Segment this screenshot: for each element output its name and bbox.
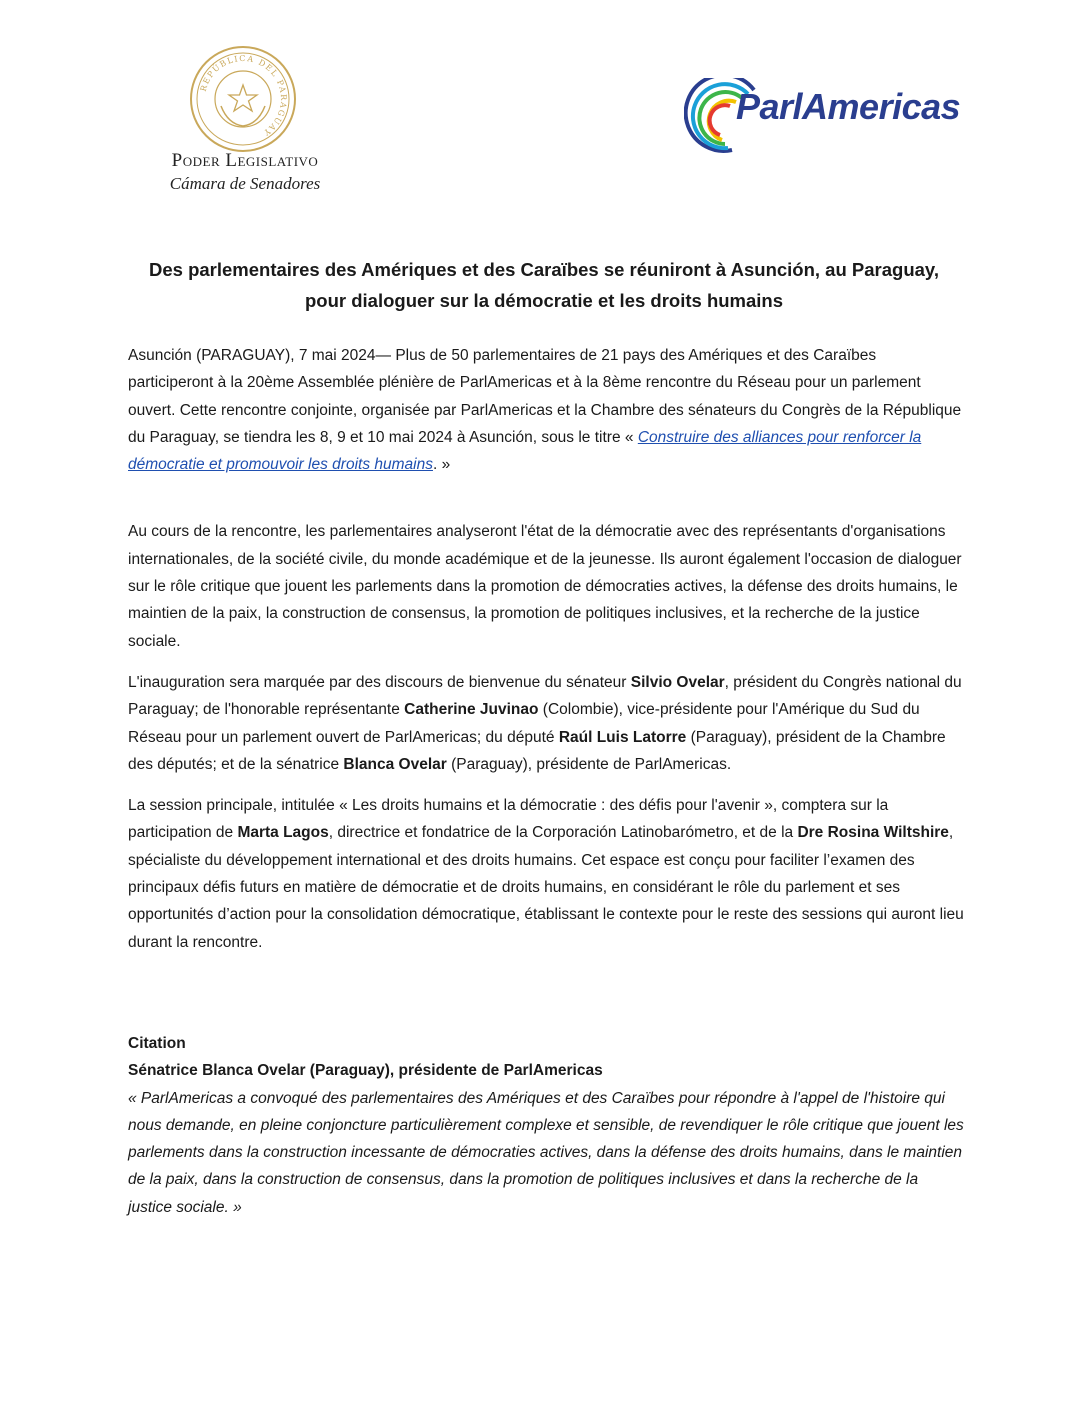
svg-text:REPÚBLICA DEL PARAGUAY: [199, 54, 288, 138]
p4-text: La session principale, intitulée « Les droits humains et la démocratie : des défis pour l'avenir », comptera sur la participation de: [128, 797, 889, 842]
p3-text: (Colombie), vice-présidente pour l'Amérique du Sud du Réseau pour un parlement ouvert de ParlAmericas; du député: [128, 701, 920, 746]
p3-text: (Paraguay), présidente de ParlAmericas.: [446, 755, 732, 773]
parlamericas-logo-text: ParlAmericas: [736, 86, 961, 127]
senate-seal-logo: [188, 44, 298, 154]
p3-text: , président du Congrès national du Paraguay; de l'honorable représentante: [128, 673, 962, 719]
name-catherine-juvinao: Catherine Juvinao: [404, 701, 539, 719]
event-title-link[interactable]: Construire des alliances pour renforcer la démocratie et promouvoir les droits humains: [128, 428, 922, 474]
p4-text: , spécialiste du développement international et des droits humains. Cet espace est conçu pour faciliter l’examen des principaux défis futurs en matière de démocratie et de droits humains, en considérant le rôle du parlement et ses opportunités d’action pour la consolidation démocratique, établissant le contexte pour le reste des sessions qui auront lieu durant la rencontre.: [128, 824, 964, 951]
name-rosina-wiltshire: Dre Rosina Wiltshire: [797, 824, 949, 842]
name-silvio-ovelar: Silvio Ovelar: [630, 673, 725, 691]
senate-line-1: Poder Legislativo: [171, 150, 319, 171]
name-blanca-ovelar: Blanca Ovelar: [343, 755, 447, 773]
p1-text-before: Asunción (PARAGUAY), 7 mai 2024— Plus de 50 parlementaires de 21 pays des Amériques et des Caraïbes participeront à la 20ème Assemblée plénière de ParlAmericas et à la 8ème rencontre du Réseau pour un parlement ouvert. Cette rencontre conjointe, organisée par ParlAmericas et la Chambre des sénateurs du Congrès de la République du Paraguay, se tiendra les 8, 9 et 10 mai 2024 à Asunción, sous le titre «: [128, 347, 962, 446]
quote-section: [128, 1030, 964, 1221]
quote-speaker: Sénatrice Blanca Ovelar (Paraguay), présidente de ParlAmericas: [128, 1062, 603, 1080]
paragraph-4: [128, 792, 964, 956]
paragraph-2: Au cours de la rencontre, les parlementaires analyseront l'état de la démocratie avec des représentants d'organisations internationales, de la société civile, du monde académique et de la jeunesse. Ils auront également l'occasion de dialoguer sur le rôle critique que jouent les parlements dans la promotion de démocraties actives, la défense des droits humains, le maintien de la paix, la construction de consensus, la promotion de politiques inclusives, et la recherche de la justice sociale.: [128, 523, 962, 650]
p3-text: L'inauguration sera marquée par des discours de bienvenue du sénateur: [128, 673, 631, 691]
article-body: [128, 342, 964, 970]
name-raul-luis-latorre: Raúl Luis Latorre: [558, 728, 687, 746]
page-title: Des parlementaires des Amériques et des Caraïbes se réuniront à Asunción, au Paraguay, pour dialoguer sur la démocratie et les droits humains: [149, 259, 939, 311]
paragraph-1: [128, 342, 964, 478]
p1-text-after: . »: [432, 456, 451, 474]
quote-text: « ParlAmericas a convoqué des parlementaires des Amériques et des Caraïbes pour répondre à l'appel de l'histoire qui nous demande, en pleine conjoncture particulièrement complexe et sensible, de revendiquer le rôle critique que jouent les parlements dans la construction incessante de démocraties actives, dans la défense des droits humains, dans le maintien de la paix, dans la construction de consensus, dans la promotion de politiques inclusives et dans la recherche de la justice sociale. »: [128, 1089, 964, 1216]
p3-text: (Paraguay), président de la Chambre des députés; et de la sénatrice: [128, 728, 946, 773]
seal-ring-text: REPÚBLICA DEL PARAGUAY: [198, 53, 289, 138]
paragraph-3: [128, 669, 964, 778]
name-marta-lagos: Marta Lagos: [237, 824, 329, 842]
quote-heading: Citation: [128, 1035, 186, 1052]
senate-wordmark: [120, 150, 370, 194]
p4-text: , directrice et fondatrice de la Corporación Latinobarómetro, et de la: [328, 824, 798, 842]
senate-line-2: Cámara de Senadores: [169, 174, 321, 193]
